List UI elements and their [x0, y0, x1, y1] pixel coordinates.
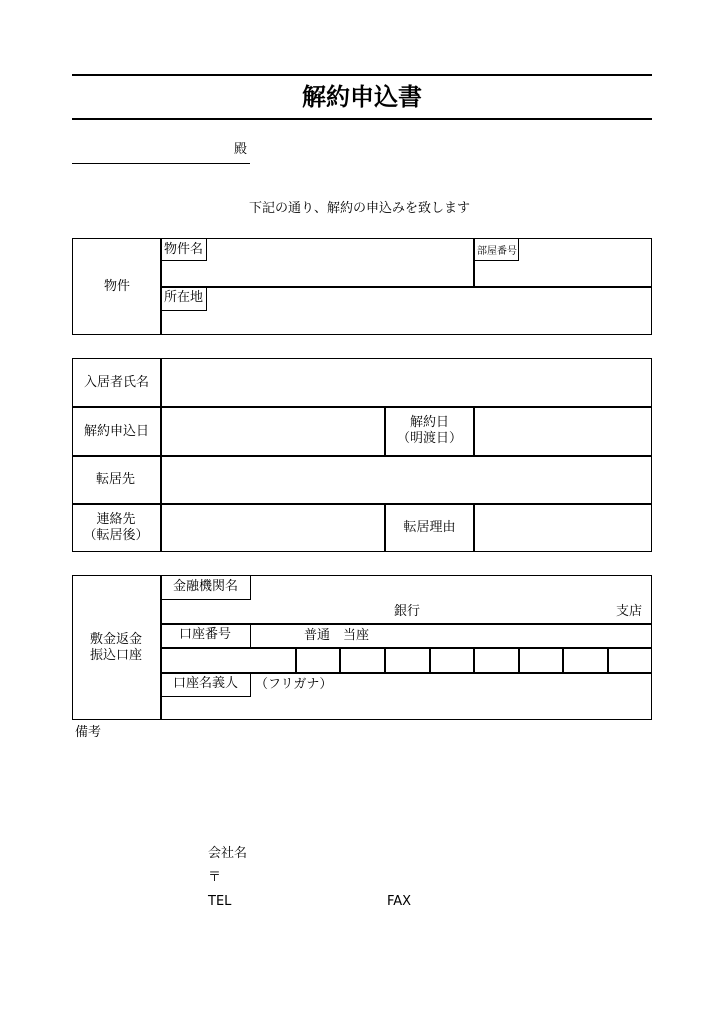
address-field[interactable]: [210, 289, 650, 333]
property-name-label: 物件名: [161, 239, 207, 261]
company-name-label: 会社名: [208, 846, 248, 861]
tenant-name-field[interactable]: [163, 361, 650, 405]
account-digit-8[interactable]: [609, 649, 650, 671]
apply-date-field[interactable]: [163, 409, 382, 453]
cancel-date-label-line2: （明渡日）: [396, 431, 462, 446]
room-number-label: 部屋番号: [474, 239, 519, 261]
tel-label: TEL: [208, 894, 232, 909]
bank-name-label: 金融機関名: [161, 576, 251, 600]
new-address-field[interactable]: [163, 458, 650, 502]
new-address-label: 転居先: [96, 472, 136, 487]
bank-suffix: 銀行: [394, 604, 421, 619]
account-digit-5[interactable]: [475, 649, 517, 671]
addressee-suffix: 殿: [234, 142, 248, 157]
intro-text: 下記の通り、解約の申込みを致します: [249, 201, 471, 216]
account-type-options[interactable]: 普通 当座: [304, 628, 370, 643]
tenant-row-3: [72, 503, 652, 505]
page-title: 解約申込書: [302, 83, 422, 111]
remarks-field[interactable]: [72, 742, 652, 832]
reason-field[interactable]: [476, 506, 650, 550]
title-bottom-rule: [72, 118, 652, 120]
fax-label: FAX: [387, 894, 412, 909]
account-digit-4[interactable]: [431, 649, 473, 671]
room-number-field[interactable]: [522, 240, 650, 284]
account-digit-1[interactable]: [297, 649, 339, 671]
reason-label: 転居理由: [403, 520, 456, 535]
cancel-date-label-line1: 解約日: [409, 415, 449, 430]
refund-section-label-line2: 振込口座: [89, 648, 142, 663]
refund-section-label-line1: 敷金返金: [89, 632, 142, 647]
addressee-line[interactable]: [72, 163, 250, 164]
tenant-name-label: 入居者氏名: [84, 375, 150, 390]
tenant-row-1: [72, 406, 652, 408]
account-digit-3[interactable]: [386, 649, 428, 671]
account-number-label: 口座番号: [161, 624, 251, 648]
account-holder-field[interactable]: [163, 698, 650, 718]
account-digit-6[interactable]: [520, 649, 562, 671]
property-name-field[interactable]: [210, 240, 470, 284]
account-digit-7[interactable]: [564, 649, 606, 671]
account-holder-label: 口座名義人: [161, 673, 251, 697]
account-digit-2[interactable]: [341, 649, 383, 671]
cancel-date-field[interactable]: [476, 409, 650, 453]
bank-name-field[interactable]: [255, 578, 393, 621]
contact-label-line1: 連絡先: [96, 512, 136, 527]
branch-name-field[interactable]: [430, 578, 614, 621]
account-holder-kana-label: （フリガナ）: [255, 677, 333, 692]
apply-date-label: 解約申込日: [84, 424, 150, 439]
contact-label-line2: （転居後）: [83, 528, 149, 543]
property-section-label: 物件: [104, 279, 131, 294]
postal-mark: 〒: [208, 870, 222, 885]
contact-field[interactable]: [163, 506, 382, 550]
tenant-row-2: [72, 455, 652, 457]
title-top-rule: [72, 74, 652, 76]
branch-suffix: 支店: [616, 604, 643, 619]
reason-divider-b: [473, 503, 475, 552]
remarks-label: 備考: [75, 725, 102, 740]
property-row-divider: [160, 286, 652, 288]
date-divider-b: [473, 406, 475, 455]
address-label: 所在地: [161, 287, 207, 311]
